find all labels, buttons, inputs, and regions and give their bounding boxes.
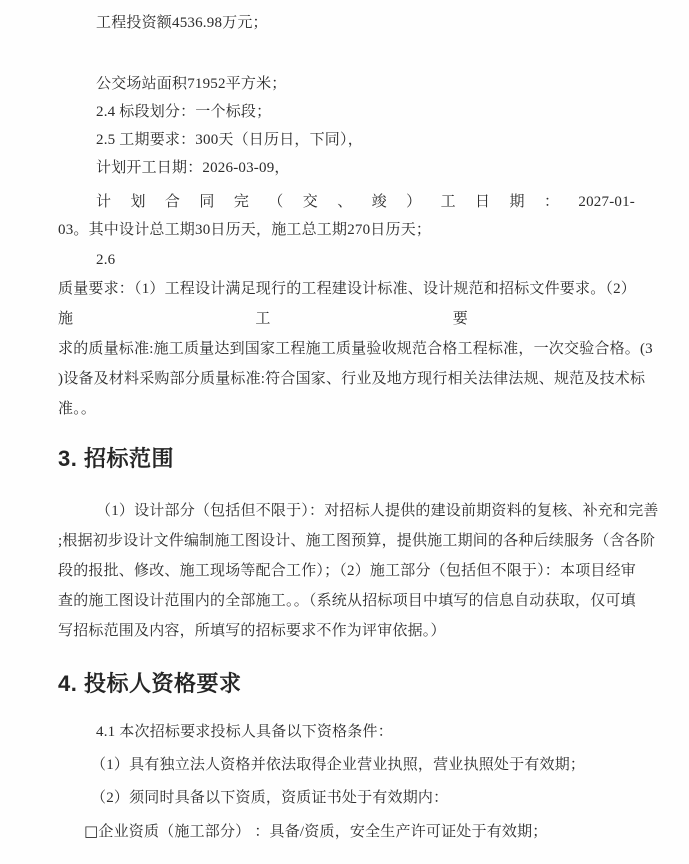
scope-body-line-4: 查的施工图设计范围内的全部施工。。（系统从招标项目中填写的信息自动获取，仅可填	[58, 593, 636, 609]
clause-4-1-line: 4.1 本次招标要求投标人具备以下资格条件：	[96, 724, 393, 740]
clause-2-6-line: 2.6	[96, 252, 116, 268]
station-area-line: 公交场站面积71952平方米；	[96, 76, 287, 92]
section-4-heading: 4. 投标人资格要求	[58, 671, 242, 696]
planned-completion-line-1: 计 划 合 同 完 （ 交 、 竣 ） 工 日 期 ： 2027-01-	[96, 194, 635, 210]
section-3-heading: 3. 招标范围	[58, 446, 174, 471]
clause-2-5-line: 2.5 工期要求：300天（日历日，下同），	[96, 132, 363, 148]
quality-requirements-line-3: 求的质量标准:施工质量达到国家工程施工质量验收规范合格工程标准，一次交验合格。(3	[58, 341, 653, 357]
quality-requirements-line-2: 施 工 要	[58, 311, 468, 327]
qualification-item-1-line: （1）具有独立法人资格并依法取得企业营业执照，营业执照处于有效期；	[91, 757, 586, 773]
planned-completion-line-2: 03。其中设计总工期30日历天，施工总工期270日历天；	[58, 222, 432, 238]
scope-body-line-3: 段的报批、修改、施工现场等配合工作）；（2）施工部分（包括但不限于）：本项目经审	[58, 563, 637, 579]
scope-body-line-5: 写招标范围及内容，所填写的招标要求不作为评审依据。）	[58, 623, 446, 639]
clause-2-4-line: 2.4 标段划分：一个标段；	[96, 104, 272, 120]
investment-amount-line: 工程投资额4536.98万元；	[96, 15, 268, 31]
scope-body-line-1: （1）设计部分（包括但不限于）：对招标人提供的建设前期资料的复核、补充和完善	[96, 503, 659, 519]
qualification-item-2-line: （2）须同时具备以下资质，资质证书处于有效期内：	[91, 790, 449, 806]
quality-requirements-line-5: 准。。	[58, 401, 97, 417]
quality-requirements-line-1: 质量要求：（1）工程设计满足现行的工程建设计标准、设计规范和招标文件要求。（2）	[58, 281, 637, 297]
enterprise-qualification-text: 企业资质（施工部分） ：具备/资质，安全生产许可证处于有效期；	[98, 824, 548, 840]
scope-body-line-2: ;根据初步设计文件编制施工图设计、施工图预算，提供施工期间的各种后续服务（含各阶	[58, 533, 656, 549]
quality-requirements-line-4: )设备及材料采购部分质量标准:符合国家、行业及地方现行相关法律法规、规范及技术标	[58, 371, 646, 387]
enterprise-qualification-checkbox-line	[58, 815, 635, 849]
checkbox-icon: □	[84, 822, 99, 840]
planned-start-date-line: 计划开工日期：2026-03-09，	[96, 160, 290, 176]
